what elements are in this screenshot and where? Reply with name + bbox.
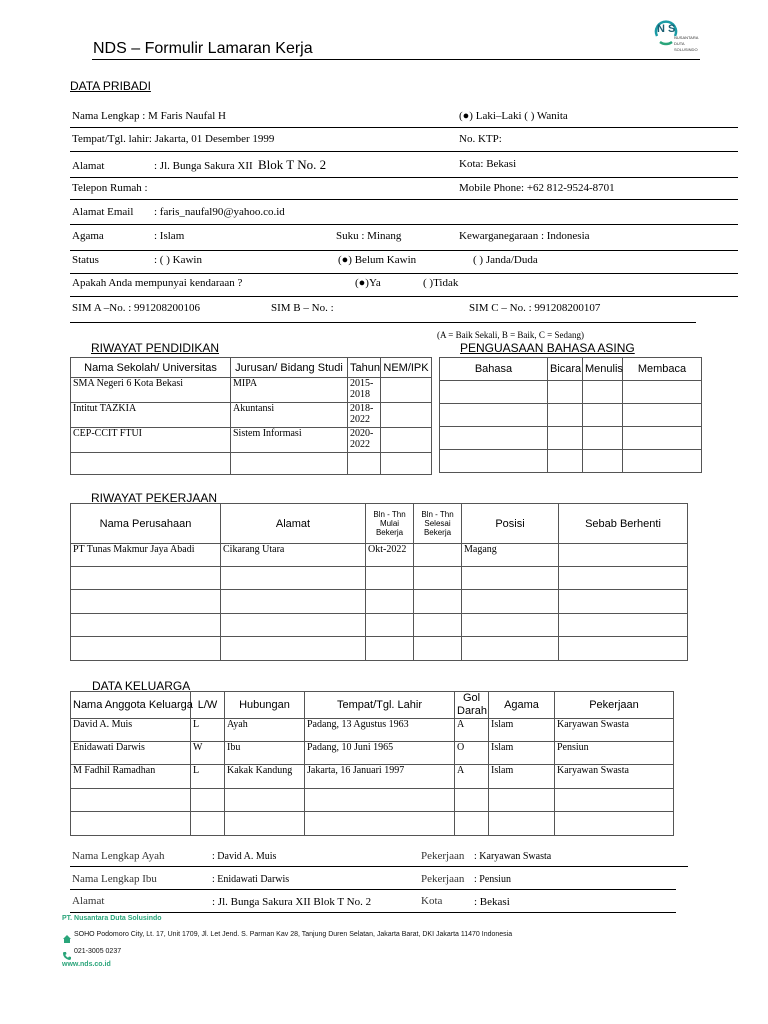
- table-row: [71, 637, 688, 661]
- edu-header-year: Tahun: [348, 358, 381, 378]
- ayah-job-label: Pekerjaan: [421, 850, 465, 862]
- edu-major: Sistem Informasi: [231, 428, 348, 453]
- footer-website[interactable]: www.nds.co.id: [62, 961, 111, 968]
- fam-relation: Ayah: [225, 719, 305, 742]
- logo-sub-3: SOLUSINDO: [674, 47, 698, 52]
- logo-sub-2: DUTA: [674, 41, 685, 46]
- table-row: [71, 614, 688, 637]
- footer-company: PT. Nusantara Duta Solusindo: [62, 915, 162, 922]
- edu-major: MIPA: [231, 378, 348, 403]
- fam-gender: L: [191, 765, 225, 789]
- gender-field: (●) Laki–Laki ( ) Wanita: [459, 110, 568, 122]
- form-title: NDS – Formulir Lamaran Kerja: [93, 40, 313, 57]
- table-row: [440, 427, 702, 450]
- fam-birth: Jakarta, 16 Januari 1997: [305, 765, 455, 789]
- status-janda: ( ) Janda/Duda: [473, 254, 538, 266]
- table-row: [440, 381, 702, 404]
- family-table: [70, 691, 674, 836]
- fam-header-blood: Gol Darah: [455, 692, 489, 719]
- edu-school: Intitut TAZKIA: [71, 403, 231, 428]
- ktp-field: No. KTP:: [459, 133, 502, 145]
- work-header-reason: Sebab Berhenti: [559, 504, 688, 544]
- parents-kota-value: : Bekasi: [474, 896, 510, 908]
- fam-header-name: Nama Anggota Keluarga: [71, 692, 191, 719]
- nama-field: Nama Lengkap : M Faris Naufal H: [72, 110, 226, 122]
- edu-major: Akuntansi: [231, 403, 348, 428]
- ayah-job-value: : Karyawan Swasta: [474, 851, 552, 862]
- table-row: [71, 812, 674, 836]
- suku-field: Suku : Minang: [336, 230, 402, 242]
- education-table: [70, 357, 432, 475]
- edu-year: 2018-2022: [348, 403, 381, 428]
- agama-value: : Islam: [154, 230, 185, 242]
- language-legend: (A = Baik Sekali, B = Baik, C = Sedang): [437, 330, 584, 340]
- company-logo: [648, 14, 708, 56]
- fam-name: David A. Muis: [71, 719, 191, 742]
- fam-birth: Padang, 10 Juni 1965: [305, 742, 455, 765]
- logo-letters: N S: [657, 23, 676, 35]
- ayah-label: Nama Lengkap Ayah: [72, 850, 165, 862]
- edu-header-school: Nama Sekolah/ Universitas: [71, 358, 231, 378]
- fam-religion: Islam: [489, 765, 555, 789]
- work-header-end: Bln - Thn Selesai Bekerja: [414, 504, 462, 544]
- agama-label: Agama: [72, 230, 104, 242]
- parents-alamat-label: Alamat: [72, 895, 105, 907]
- work-reason: [559, 544, 688, 567]
- table-row: [71, 567, 688, 590]
- mobile-field: Mobile Phone: +62 812-9524-8701: [459, 182, 615, 194]
- work-header-start: Bln - Thn Mulai Bekerja: [366, 504, 414, 544]
- title-underline: [92, 59, 700, 60]
- work-start: Okt-2022: [366, 544, 414, 567]
- status-label: Status: [72, 254, 99, 266]
- ibu-label: Nama Lengkap Ibu: [72, 873, 157, 885]
- table-row: [440, 450, 702, 473]
- fam-header-job: Pekerjaan: [555, 692, 674, 719]
- logo-sub-1: NUSANTARA: [674, 35, 699, 40]
- telepon-field: Telepon Rumah :: [72, 182, 148, 194]
- fam-religion: Islam: [489, 742, 555, 765]
- table-row: [440, 404, 702, 427]
- ibu-job-label: Pekerjaan: [421, 873, 465, 885]
- fam-header-relation: Hubungan: [225, 692, 305, 719]
- kendaraan-question: Apakah Anda mempunyai kendaraan ?: [72, 277, 243, 289]
- edu-gpa: [381, 378, 432, 403]
- table-row: [71, 403, 432, 428]
- ibu-job-value: : Pensiun: [474, 874, 511, 885]
- ibu-value: : Enidawati Darwis: [212, 874, 290, 885]
- table-row: [71, 590, 688, 614]
- fam-header-religion: Agama: [489, 692, 555, 719]
- alamat-value: : Jl. Bunga Sakura XII: [154, 160, 253, 172]
- lang-header-write: Menulis: [583, 358, 623, 381]
- email-label: Alamat Email: [72, 206, 134, 218]
- kendaraan-ya: (●)Ya: [355, 277, 381, 289]
- ayah-value: : David A. Muis: [212, 851, 277, 862]
- fam-job: Karyawan Swasta: [555, 765, 674, 789]
- ttl-field: Tempat/Tgl. lahir: Jakarta, 01 Desember 1999: [72, 133, 275, 145]
- kendaraan-tidak: ( )Tidak: [423, 277, 459, 289]
- work-end: [414, 544, 462, 567]
- sim-b: SIM B – No. :: [271, 302, 334, 314]
- table-row: [71, 544, 688, 567]
- fam-job: Karyawan Swasta: [555, 719, 674, 742]
- section-work: RIWAYAT PEKERJAAN: [91, 491, 218, 505]
- work-position: Magang: [462, 544, 559, 567]
- section-education: RIWAYAT PENDIDIKAN: [91, 341, 220, 355]
- table-row: [71, 378, 432, 403]
- work-table: [70, 503, 688, 661]
- fam-name: Enidawati Darwis: [71, 742, 191, 765]
- fam-relation: Ibu: [225, 742, 305, 765]
- fam-job: Pensiun: [555, 742, 674, 765]
- lang-header-speak: Bicara: [548, 358, 583, 381]
- edu-header-gpa: NEM/IPK: [381, 358, 432, 378]
- building-icon: [63, 930, 71, 948]
- edu-header-major: Jurusan/ Bidang Studi: [231, 358, 348, 378]
- email-value: : faris_naufal90@yahoo.co.id: [154, 206, 285, 218]
- alamat-value-big: Blok T No. 2: [258, 157, 327, 172]
- sim-a: SIM A –No. : 991208200106: [72, 302, 201, 314]
- footer-address: SOHO Podomoro City, Lt. 17, Unit 1709, Jl. Let Jend. S. Parman Kav 28, Tanjung Duren Selatan, Jakarta Barat, DKI Jakarta 11470 Indonesia: [74, 931, 513, 938]
- kewarganegaraan-field: Kewarganegaraan : Indonesia: [459, 230, 590, 242]
- fam-blood: A: [455, 765, 489, 789]
- table-row: [71, 719, 674, 742]
- work-header-position: Posisi: [462, 504, 559, 544]
- sim-c: SIM C – No. : 991208200107: [469, 302, 601, 314]
- edu-gpa: [381, 428, 432, 453]
- lang-header-read: Membaca: [623, 358, 702, 381]
- fam-gender: W: [191, 742, 225, 765]
- edu-year: 2020-2022: [348, 428, 381, 453]
- section-personal: DATA PRIBADI: [70, 79, 151, 93]
- edu-school: SMA Negeri 6 Kota Bekasi: [71, 378, 231, 403]
- table-row: [71, 765, 674, 789]
- kota-field: Kota: Bekasi: [459, 158, 517, 170]
- table-row: [71, 789, 674, 812]
- status-kawin: : ( ) Kawin: [154, 254, 202, 266]
- section-languages: PENGUASAAN BAHASA ASING: [460, 341, 635, 355]
- table-row: [71, 453, 432, 475]
- section-family: DATA KELUARGA: [92, 679, 191, 693]
- lang-header-language: Bahasa: [440, 358, 548, 381]
- edu-year: 2015-2018: [348, 378, 381, 403]
- parents-alamat-value: : Jl. Bunga Sakura XII Blok T No. 2: [212, 896, 372, 908]
- work-company: PT Tunas Makmur Jaya Abadi: [71, 544, 221, 567]
- table-row: [71, 742, 674, 765]
- table-row: [71, 428, 432, 453]
- parents-kota-label: Kota: [421, 895, 443, 907]
- footer-phone: 021-3005 0237: [74, 948, 122, 955]
- work-header-company: Nama Perusahaan: [71, 504, 221, 544]
- work-header-address: Alamat: [221, 504, 366, 544]
- fam-relation: Kakak Kandung: [225, 765, 305, 789]
- alamat-label: Alamat: [72, 160, 105, 172]
- fam-religion: Islam: [489, 719, 555, 742]
- fam-blood: O: [455, 742, 489, 765]
- fam-birth: Padang, 13 Agustus 1963: [305, 719, 455, 742]
- edu-school: CEP-CCIT FTUI: [71, 428, 231, 453]
- edu-gpa: [381, 403, 432, 428]
- fam-header-gender: L/W: [191, 692, 225, 719]
- language-table: [439, 357, 702, 473]
- status-belum-kawin: (●) Belum Kawin: [338, 254, 417, 266]
- fam-blood: A: [455, 719, 489, 742]
- fam-name: M Fadhil Ramadhan: [71, 765, 191, 789]
- fam-header-birth: Tempat/Tgl. Lahir: [305, 692, 455, 719]
- work-address: Cikarang Utara: [221, 544, 366, 567]
- fam-gender: L: [191, 719, 225, 742]
